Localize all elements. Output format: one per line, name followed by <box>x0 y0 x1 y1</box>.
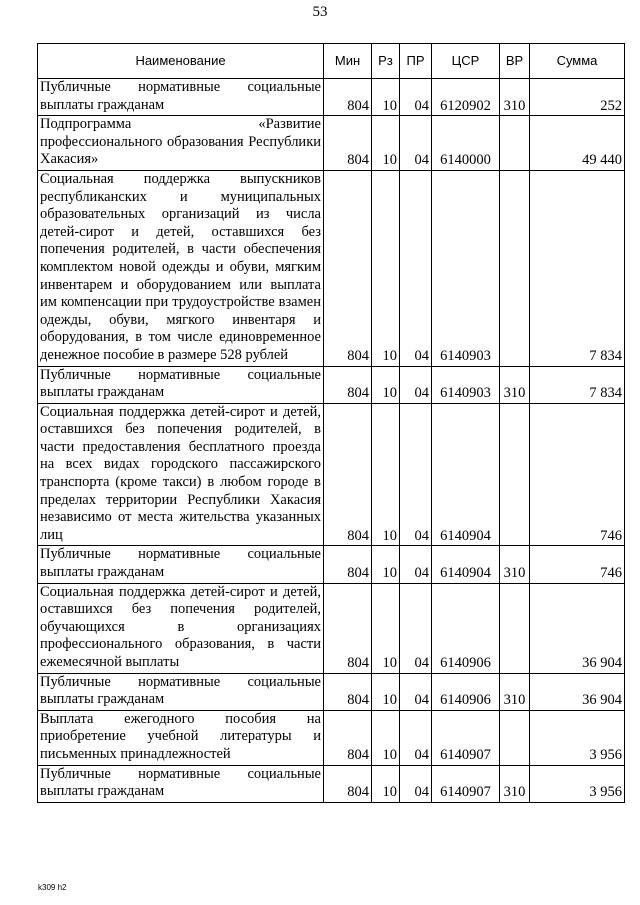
header-min: Мин <box>324 44 372 79</box>
row-sum: 3 956 <box>530 710 625 765</box>
header-pr: ПР <box>400 44 432 79</box>
row-rz: 10 <box>372 403 400 546</box>
row-pr: 04 <box>400 116 432 171</box>
footer-code: k309 h2 <box>38 883 67 892</box>
row-name: Социальная поддержка детей-сирот и детей, оставшихся без попечения родителей, обучающихся в организациях профессионального образования, в части ежемесячной выплаты <box>38 583 324 673</box>
row-csr: 6140903 <box>432 366 500 403</box>
row-name: Социальная поддержка выпускников республиканских и муниципальных образовательных организаций из числа детей-сирот и детей, оставшихся без попечения родителей, в части обеспечения комплектом новой одежды и обуви, мягким инвентарем и оборудованием или выплата им компенсации при трудоустройстве взамен одежды, обуви, мягкого инвентаря и оборудования, в том числе единовременное денежное пособие в размере 528 рублей <box>38 170 324 366</box>
row-name: Подпрограмма «Развитие профессионального образования Республики Хакасия» <box>38 116 324 171</box>
row-name: Публичные нормативные социальные выплаты гражданам <box>38 673 324 710</box>
row-vr <box>500 116 530 171</box>
table-row <box>38 403 625 546</box>
row-vr <box>500 170 530 366</box>
row-rz: 10 <box>372 366 400 403</box>
row-csr: 6140906 <box>432 673 500 710</box>
header-sum: Сумма <box>530 44 625 79</box>
row-rz: 10 <box>372 710 400 765</box>
row-csr: 6140904 <box>432 546 500 583</box>
row-name: Публичные нормативные социальные выплаты гражданам <box>38 546 324 583</box>
row-rz: 10 <box>372 673 400 710</box>
row-min: 804 <box>324 583 372 673</box>
row-pr: 04 <box>400 79 432 116</box>
row-min: 804 <box>324 546 372 583</box>
row-rz: 10 <box>372 546 400 583</box>
header-vr: ВР <box>500 44 530 79</box>
row-sum: 3 956 <box>530 765 625 802</box>
row-name: Публичные нормативные социальные выплаты гражданам <box>38 765 324 802</box>
row-vr: 310 <box>500 546 530 583</box>
table-row <box>38 116 625 171</box>
row-csr: 6120902 <box>432 79 500 116</box>
row-sum: 746 <box>530 403 625 546</box>
row-rz: 10 <box>372 170 400 366</box>
row-pr: 04 <box>400 765 432 802</box>
row-vr <box>500 403 530 546</box>
row-name: Выплата ежегодного пособия на приобретение учебной литературы и письменных принадлежностей <box>38 710 324 765</box>
row-pr: 04 <box>400 366 432 403</box>
row-sum: 49 440 <box>530 116 625 171</box>
row-rz: 10 <box>372 583 400 673</box>
row-rz: 10 <box>372 79 400 116</box>
row-min: 804 <box>324 366 372 403</box>
row-vr: 310 <box>500 673 530 710</box>
row-pr: 04 <box>400 403 432 546</box>
table-row <box>38 673 625 710</box>
header-csr: ЦСР <box>432 44 500 79</box>
row-pr: 04 <box>400 710 432 765</box>
row-min: 804 <box>324 79 372 116</box>
row-min: 804 <box>324 116 372 171</box>
budget-table-container <box>37 43 625 803</box>
row-sum: 36 904 <box>530 673 625 710</box>
row-rz: 10 <box>372 765 400 802</box>
row-vr: 310 <box>500 765 530 802</box>
row-sum: 36 904 <box>530 583 625 673</box>
row-min: 804 <box>324 710 372 765</box>
page-number: 53 <box>312 4 328 20</box>
table-row <box>38 546 625 583</box>
row-sum: 252 <box>530 79 625 116</box>
row-min: 804 <box>324 765 372 802</box>
table-header-row <box>38 44 625 79</box>
row-pr: 04 <box>400 546 432 583</box>
row-vr <box>500 710 530 765</box>
row-vr: 310 <box>500 79 530 116</box>
budget-table <box>37 43 625 803</box>
row-pr: 04 <box>400 673 432 710</box>
table-row <box>38 765 625 802</box>
table-row <box>38 710 625 765</box>
header-rz: Рз <box>372 44 400 79</box>
row-min: 804 <box>324 673 372 710</box>
row-csr: 6140904 <box>432 403 500 546</box>
row-min: 804 <box>324 170 372 366</box>
row-name: Социальная поддержка детей-сирот и детей, оставшихся без попечения родителей, в части предоставления бесплатного проезда на всех видах городского пассажирского транспорта (кроме такси) в любом городе в пределах территории Республики Хакасия независимо от места жительства указанных лиц <box>38 403 324 546</box>
row-csr: 6140000 <box>432 116 500 171</box>
table-row <box>38 366 625 403</box>
table-row <box>38 79 625 116</box>
row-csr: 6140907 <box>432 765 500 802</box>
header-name: Наименование <box>38 44 324 79</box>
row-name: Публичные нормативные социальные выплаты гражданам <box>38 366 324 403</box>
row-vr <box>500 583 530 673</box>
row-vr: 310 <box>500 366 530 403</box>
row-csr: 6140907 <box>432 710 500 765</box>
row-sum: 7 834 <box>530 366 625 403</box>
row-csr: 6140906 <box>432 583 500 673</box>
row-csr: 6140903 <box>432 170 500 366</box>
row-sum: 7 834 <box>530 170 625 366</box>
row-min: 804 <box>324 403 372 546</box>
row-name: Публичные нормативные социальные выплаты гражданам <box>38 79 324 116</box>
row-pr: 04 <box>400 583 432 673</box>
table-row <box>38 170 625 366</box>
row-rz: 10 <box>372 116 400 171</box>
table-row <box>38 583 625 673</box>
row-sum: 746 <box>530 546 625 583</box>
row-pr: 04 <box>400 170 432 366</box>
